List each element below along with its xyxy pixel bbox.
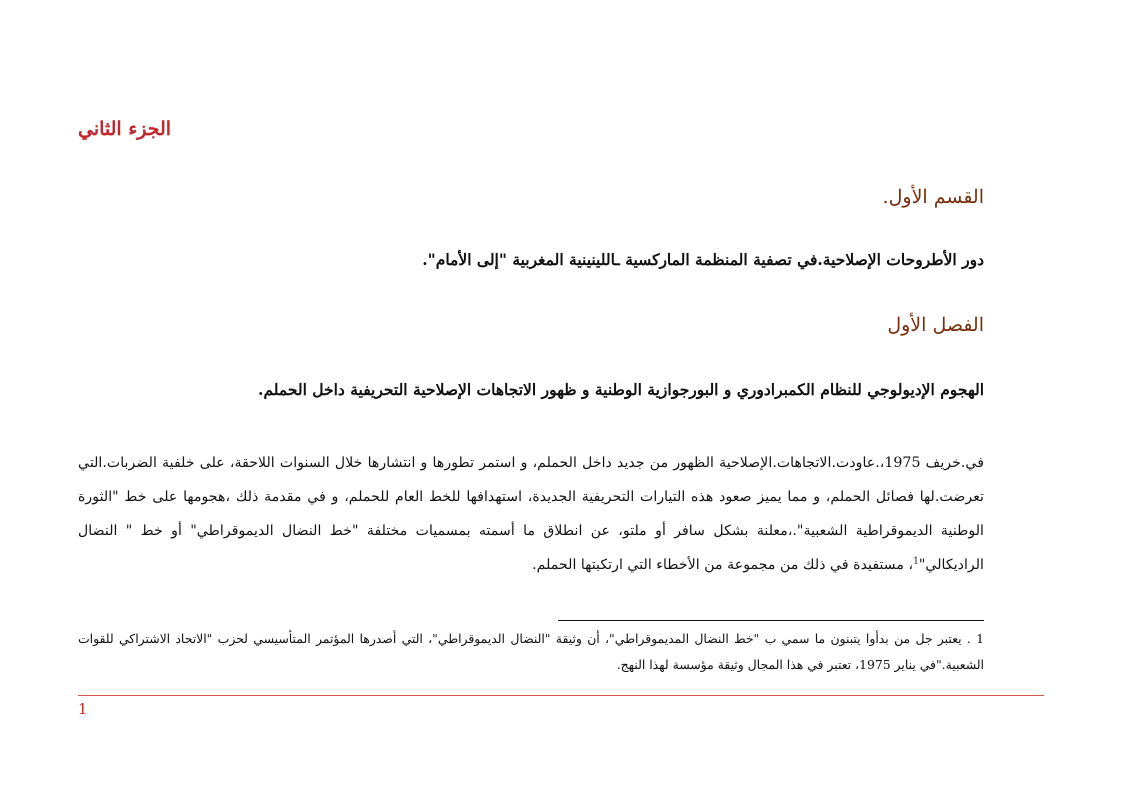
section-subtitle: دور الأطروحات الإصلاحية.في تصفية المنظمة الماركسية ـاللينينية المغربية "إلى الأمام". xyxy=(422,250,984,269)
footnote-separator xyxy=(558,620,984,621)
part-title: الجزء الثاني xyxy=(78,118,172,140)
body-text-before-note: في.خريف 1975،.عاودت.الاتجاهات.الإصلاحية الظهور من جديد داخل الحملم، و استمر تطورها و انتشارها خلال السنوات اللاحقة، على خلفية الضربات.التي تعرضت.لها فصائل الحملم، و مما يميز صعود هذه التيارات التحريفية الجديدة، استهدافها للخط العام للحملم، و في مقدمة ذلك ،هجومها على خط "الثورة الوطنية الديموقراطية الشعبية".،معلنة بشكل سافر أو ملتو، عن انطلاق ما أسمته بمسميات مختلفة "خط النضال الديموقراطي" أو خط " النضال الراديكالي" xyxy=(78,455,984,573)
chapter-subtitle: الهجوم الإديولوجي للنظام الكمبرادوري و البورجوازية الوطنية و ظهور الاتجاهات الإصلاحية التحريفية داخل الحملم. xyxy=(258,380,984,399)
footnote-reference[interactable]: 1 xyxy=(913,556,919,567)
body-text-after-note: ، مستفيدة في ذلك من مجموعة من الأخطاء التي ارتكبتها الحملم. xyxy=(532,557,914,573)
chapter-heading: الفصل الأول xyxy=(887,314,984,336)
section-heading: القسم الأول. xyxy=(882,186,984,208)
page-number: 1 xyxy=(78,700,88,718)
body-paragraph xyxy=(78,446,984,582)
footer-rule xyxy=(78,695,1044,696)
footnote-text: 1 . يعتبر جل من بدأوا يتبنون ما سمي ب "خط النضال المديموقراطي"، أن وثيقة "النضال الديموقراطي"، التي أصدرها المؤتمر المتأسيسي لحزب "الاتحاد الاشتراكي للقوات الشعبية."في يناير 1975، تعتبر في هذا المجال وثيقة مؤسسة لهذا النهج. xyxy=(78,631,984,672)
